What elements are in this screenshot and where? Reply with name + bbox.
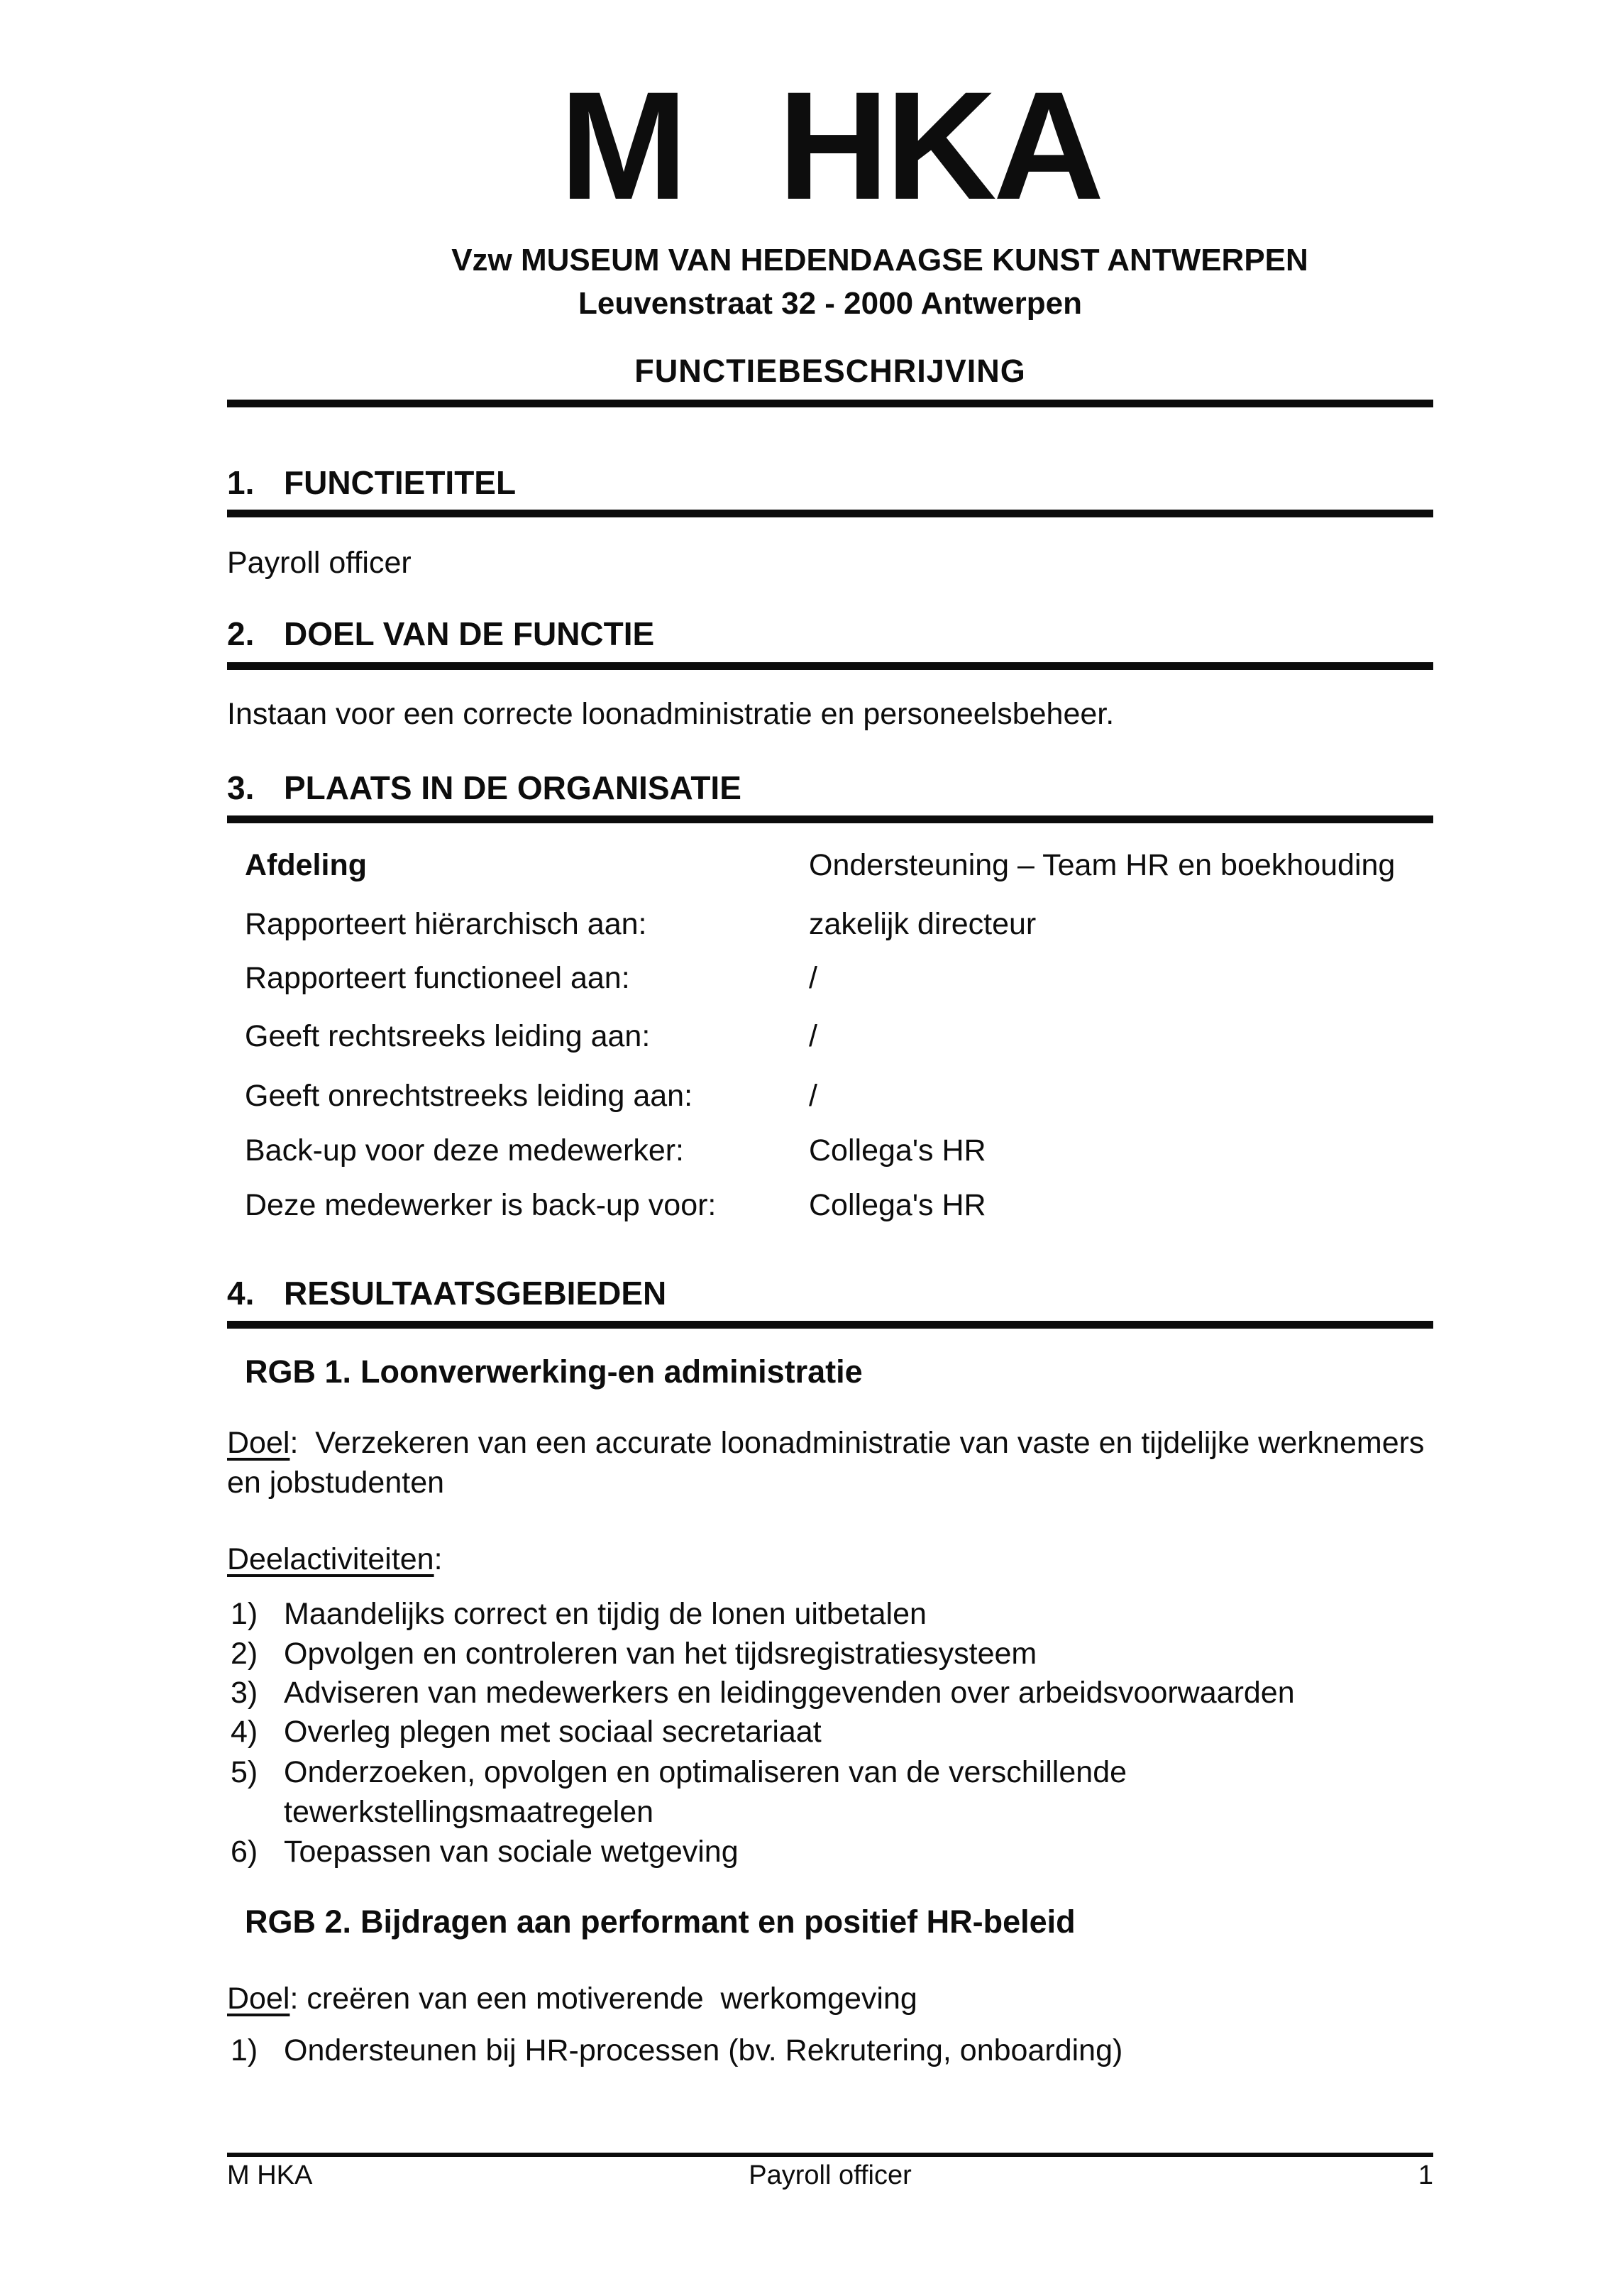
doel-label: Doel [227,1982,290,2016]
list-item-number: 4) [231,1715,258,1749]
org-name: Vzw MUSEUM VAN HEDENDAAGSE KUNST ANTWERPEN [451,243,1308,278]
logo-text-m: M [559,60,685,231]
deelactiviteiten-heading [227,1539,1433,1579]
rgb1-doel [227,1423,1433,1503]
footer-page-number: 1 [1418,2160,1433,2190]
list-item-number: 1) [231,2033,258,2067]
list-item [231,1712,1419,1752]
org-address: Leuvenstraat 32 - 2000 Antwerpen [578,286,1082,321]
org-table-label: Back-up voor deze medewerker: [245,1133,685,1168]
list-item-number: 1) [231,1597,258,1631]
org-table-value: / [809,961,817,995]
list-item-text: Opvolgen en controleren van het tijdsregistratiesysteem [284,1637,1037,1671]
rgb2-number: RGB 2. [245,1904,352,1940]
section-title: PLAATS IN DE ORGANISATIE [284,769,741,806]
org-table-row [245,1016,1433,1056]
list-item-text: Maandelijks correct en tijdig de lonen uitbetalen [284,1597,927,1631]
footer-org: M HKA [227,2160,313,2190]
title-rule [227,400,1433,407]
org-table-value: Collega's HR [809,1188,986,1222]
section-number: 4. [227,1275,255,1312]
functietitel-body: Payroll officer [227,546,412,580]
doel-text: : creëren van een motiverende werkomgeving [289,1982,917,2016]
document-title: FUNCTIEBESCHRIJVING [634,353,1026,389]
list-item [231,1752,1419,1832]
section-heading-2 [227,614,1433,654]
org-table-label: Geeft rechtsreeks leiding aan: [245,1019,651,1053]
org-table-row [245,1185,1433,1225]
org-table-label: Rapporteert functioneel aan: [245,961,630,995]
org-table-row [245,1076,1433,1116]
org-table-row [245,958,1433,998]
rgb2-heading [245,1902,1076,1942]
org-table-row [245,904,1433,944]
list-item-text: Toepassen van sociale wetgeving [284,1835,739,1869]
deelactiviteiten-colon: : [434,1542,443,1576]
list-item [231,1832,1419,1872]
list-item-text: Ondersteunen bij HR-processen (bv. Rekrutering, onboarding) [284,2033,1123,2067]
list-item-number: 5) [231,1755,258,1789]
deelactiviteiten-label: Deelactiviteiten [227,1542,434,1576]
org-table-value: zakelijk directeur [809,907,1037,941]
list-item [231,1594,1419,1634]
list-item-text: Overleg plegen met sociaal secretariaat [284,1715,822,1749]
section-number: 3. [227,769,255,806]
footer-rule [227,2153,1433,2157]
list-item [231,1634,1419,1674]
section-title: RESULTAATSGEBIEDEN [284,1275,667,1312]
rgb1-heading [245,1352,863,1392]
org-table-row [245,845,1433,885]
org-table-value: / [809,1079,817,1113]
org-table-value: Collega's HR [809,1133,986,1168]
org-table-value: / [809,1019,817,1053]
rgb1-title: Loonverwerking-en administratie [360,1353,863,1390]
rgb1-number: RGB 1. [245,1353,352,1390]
section-rule-2 [227,662,1433,670]
section-title: FUNCTIETITEL [284,464,517,501]
org-table-label: Deze medewerker is back-up voor: [245,1188,717,1222]
section-number: 1. [227,464,255,501]
rgb2-title: Bijdragen aan performant en positief HR-beleid [360,1904,1076,1940]
section-title: DOEL VAN DE FUNCTIE [284,615,655,652]
rgb2-doel [227,1979,1433,2018]
list-item-text: Adviseren van medewerkers en leidinggevenden over arbeidsvoorwaarden [284,1676,1295,1710]
org-table-label: Afdeling [245,848,367,882]
section-heading-3 [227,768,1433,808]
section-rule-3 [227,815,1433,823]
doel-label: Doel [227,1426,290,1460]
mhka-logo [227,60,1433,231]
list-item [231,2031,1419,2070]
section-rule-1 [227,510,1433,517]
logo-text-hka: HKA [778,60,1101,231]
doel-text: : Verzekeren van een accurate loonadministratie van vaste en tijdelijke werknemers en jobstudenten [227,1426,1433,1500]
footer-role: Payroll officer [749,2160,912,2190]
doel-functie-body: Instaan voor een correcte loonadministratie en personeelsbeheer. [227,697,1115,731]
list-item-text: Onderzoeken, opvolgen en optimaliseren van de verschillende tewerkstellingsmaatregelen [284,1755,1127,1829]
org-table-label: Geeft onrechtstreeks leiding aan: [245,1079,693,1113]
section-number: 2. [227,615,255,652]
org-table-row [245,1131,1433,1170]
org-table-label: Rapporteert hiërarchisch aan: [245,907,647,941]
list-item [231,1673,1419,1713]
list-item-number: 3) [231,1676,258,1710]
list-item-number: 2) [231,1637,258,1671]
section-heading-1 [227,463,1433,502]
org-table-value: Ondersteuning – Team HR en boekhouding [809,848,1396,882]
section-heading-4 [227,1273,1433,1313]
section-rule-4 [227,1321,1433,1329]
list-item-number: 6) [231,1835,258,1869]
